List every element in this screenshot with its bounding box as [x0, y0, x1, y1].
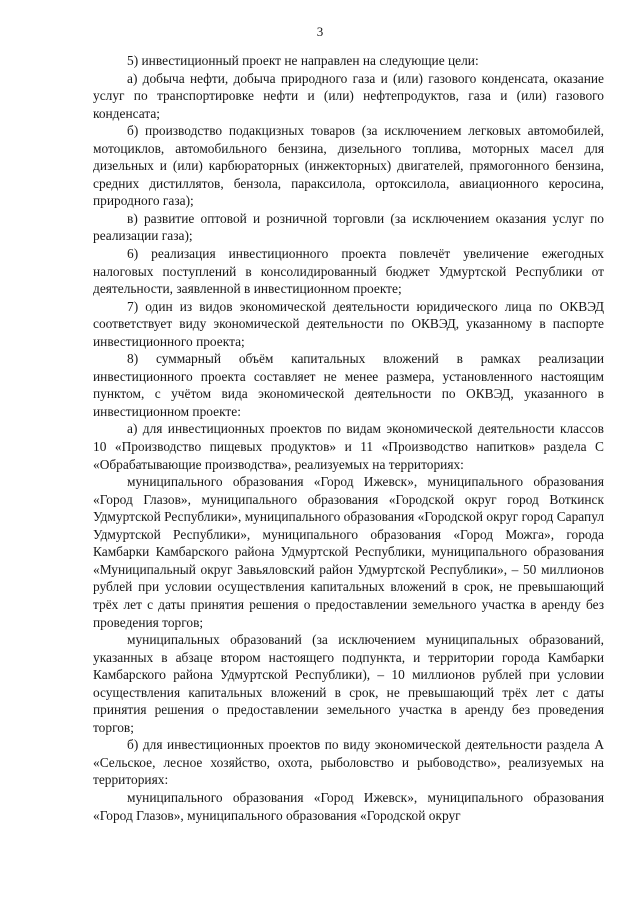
paragraph-item-5: 5) инвестиционный проект не направлен на следующие цели:	[127, 53, 479, 68]
paragraph-item-8-a: а) для инвестиционных проектов по видам экономической деятельности классов 10 «Производство пищевых продуктов» и 11 «Производство напитков» раздела С «Обрабатывающие производства», реализуемых на территориях:	[93, 421, 604, 472]
paragraph-territories-10m: муниципальных образований (за исключением муниципальных образований, указанных в абзаце втором настоящего подпункта, и территории города Камбарки Камбарского района Удмуртской Республики), – 10 миллионов рублей при условии осуществления капитальных вложений в срок, не превышающий трёх лет с даты принятия решения о предоставлении земельного участка в аренду без проведения торгов;	[93, 632, 604, 735]
paragraph-item-8: 8) суммарный объём капитальных вложений в рамках реализации инвестиционного проекта составляет не менее размера, установленного настоящим пунктом, с учётом вида экономической деятельности по ОКВЭД, указанного в инвестиционном проекте:	[93, 351, 604, 419]
paragraph-item-6: 6) реализация инвестиционного проекта повлечёт увеличение ежегодных налоговых поступлений в консолидированный бюджет Удмуртской Республики от деятельности, заявленной в инвестиционном проекте;	[93, 246, 604, 297]
paragraph-subitem-a: а) добыча нефти, добыча природного газа и (или) газового конденсата, оказание услуг по транспортировке нефти и (или) нефтепродуктов, газа и (или) газового конденсата;	[93, 70, 604, 121]
paragraph-territories-50m: муниципального образования «Город Ижевск», муниципального образования «Город Глазов», муниципального образования «Городской округ город Воткинск Удмуртской Республики», муниципального образования «Городской округ город Сарапул Удмуртской Республики», муниципального образования «Город Можга», города Камбарки Камбарского района Удмуртской Республики, муниципального образования «Муниципальный округ Завьяловский район Удмуртской Республики», – 50 миллионов рублей при условии осуществления капитальных вложений в срок, не превышающий трёх лет с даты принятия решения о предоставлении земельного участка в аренду без проведения торгов;	[93, 474, 604, 630]
document-body	[93, 52, 604, 824]
page-number: 3	[316, 24, 324, 39]
paragraph-territories-continued: муниципального образования «Город Ижевск», муниципального образования «Город Глазов», муниципального образования «Городской округ	[93, 789, 604, 823]
paragraph-subitem-v: в) развитие оптовой и розничной торговли (за исключением оказания услуг по реализации газа);	[93, 210, 604, 244]
paragraph-item-7: 7) один из видов экономической деятельности юридического лица по ОКВЭД соответствует виду экономической деятельности по ОКВЭД, указанному в паспорте инвестиционного проекта;	[93, 298, 604, 349]
paragraph-item-8-b: б) для инвестиционных проектов по виду экономической деятельности раздела А «Сельское, лесное хозяйство, охота, рыболовство и рыбоводство», реализуемых на территориях:	[93, 737, 604, 788]
paragraph-subitem-b: б) производство подакцизных товаров (за исключением легковых автомобилей, мотоциклов, автомобильного бензина, дизельного топлива, моторных масел для дизельных и (или) карбюраторных (инжекторных) двигателей, прямогонного бензина, средних дистиллятов, бензола, параксилола, ортоксилола, авиационного керосина, природного газа);	[93, 123, 604, 209]
